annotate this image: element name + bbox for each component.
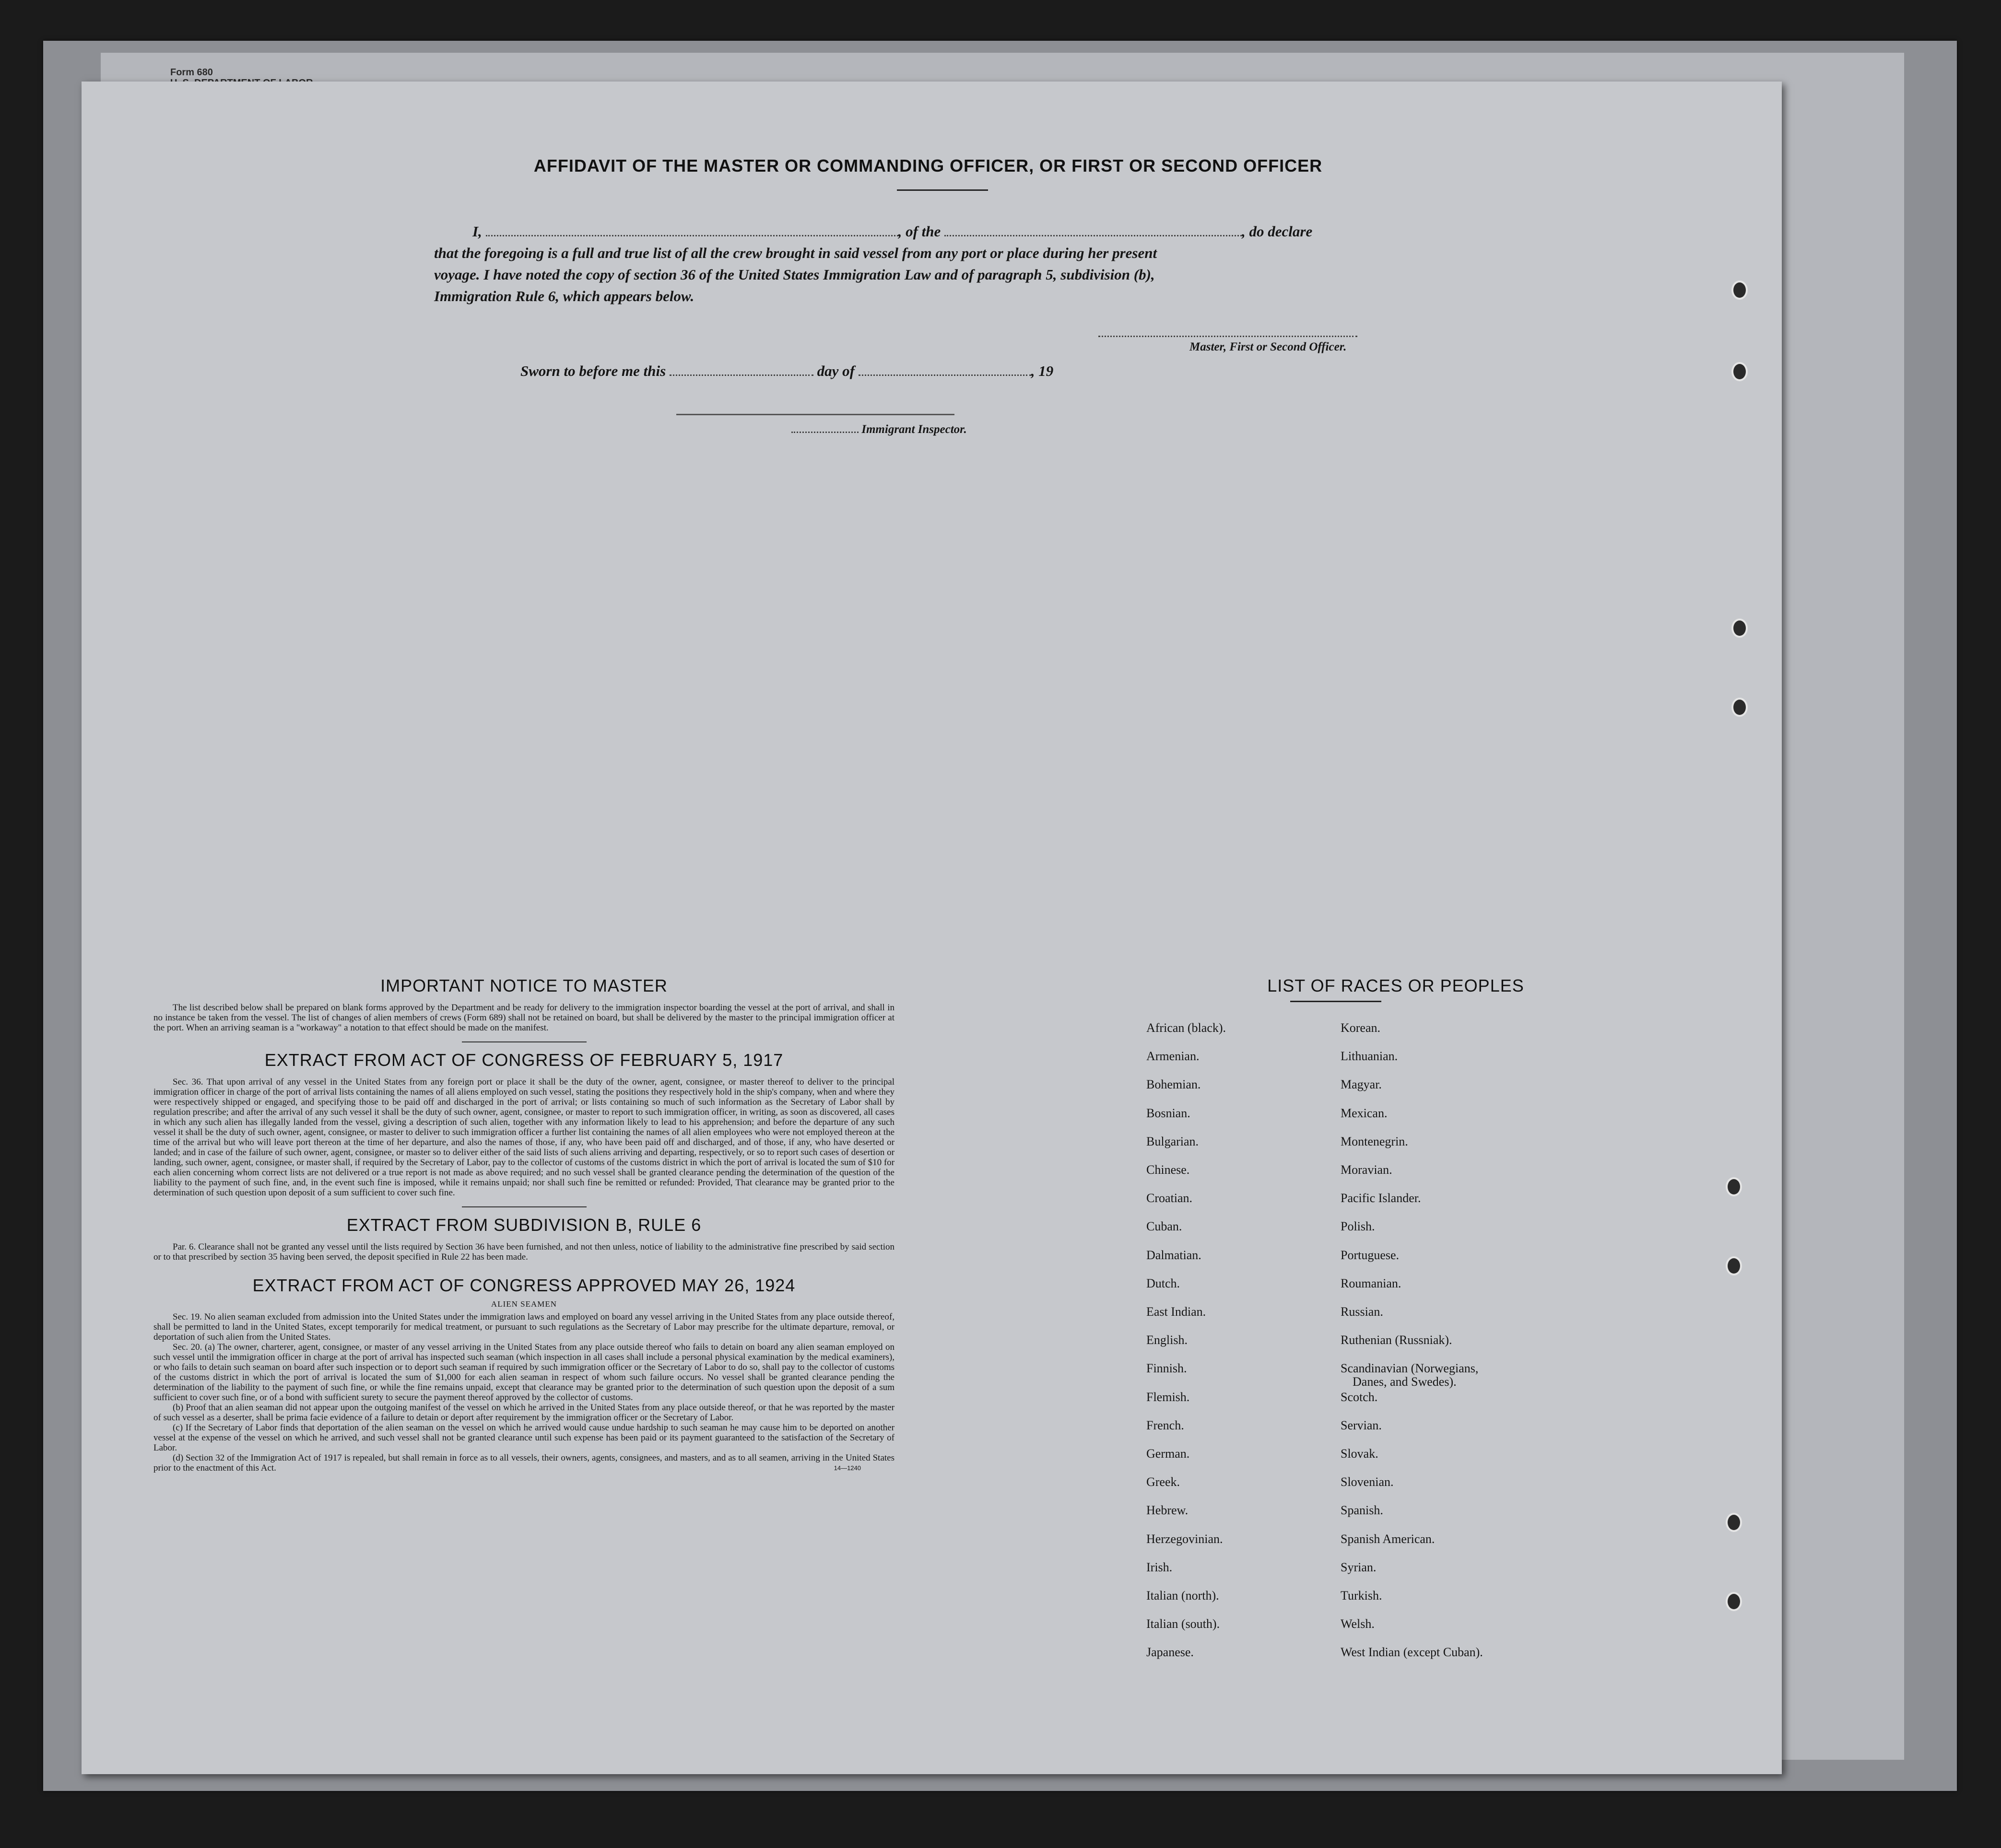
extract-rule6-title: EXTRACT FROM SUBDIVISION B, RULE 6	[346, 1215, 702, 1235]
sec20d-text: (d) Section 32 of the Immigration Act of 1917 is repealed, but shall remain in force as to all vessels, their owners, agents, consignees, and masters, and as to all seamen, arriving in the United States prior to the enactment of this Act.	[153, 1453, 895, 1473]
sec20b-text: (b) Proof that an alien seaman did not appear upon the outgoing manifest of the vessel on which he arrived in the United States from any place outside thereof, or that he was reported by the master of such vessel as a deserter, shall be prima facie evidence of a failure to detain or deport after requirement by the immigration officer or the Secretary of Labor.	[153, 1403, 895, 1423]
binder-hole	[1726, 1513, 1742, 1532]
notice-body: The list described below shall be prepared on blank forms approved by the Department and be ready for delivery to the immigration inspector boarding the vessel at the port of arrival, and shall in no instance be taken from the vessel. The list of changes of alien members of crews (Form 689) shall not be retained on board, but shall be delivered by the master to the principal immigration officer at the port. When an arriving seaman is a "workaway" a notation to that effect should be made on the manifest.	[153, 1003, 895, 1033]
race-item: Slovak.	[1341, 1447, 1378, 1461]
race-item: Irish.	[1146, 1560, 1173, 1574]
race-item: English.	[1146, 1333, 1188, 1347]
sec20a-text: Sec. 20. (a) The owner, charterer, agent, consignee, or master of any vessel arriving in the United States from any place outside thereof who fails to detain on board any alien seaman employed on such vessel until the immigration officer in charge at the port of arrival has inspected such seaman (which inspection in all cases shall include a personal physical examination by the medical examiners), or who fails to detain such seaman on board after such inspection or to deport such seaman if required by such immigration officer or the Secretary of Labor to do so, shall pay to the collector of customs of the customs district in which the port of arrival is located the sum of $1,000 for each alien seaman in respect of whom such failure occurs. No vessel shall be granted clearance pending the determination of the liability to the payment of such fine, or while the fine remains unpaid, except that clearance may be granted prior to the determination of such question upon the deposit of a sum sufficient to cover such fine, or of a bond with sufficient surety to secure the payment thereof approved by the collector of customs.	[153, 1342, 895, 1403]
declaration-text-line: Immigration Rule 6, which appears below.	[434, 288, 694, 304]
extract-1917-title: EXTRACT FROM ACT OF CONGRESS OF FEBRUARY 5, 1917	[264, 1050, 784, 1070]
race-item: Bulgarian.	[1146, 1134, 1199, 1148]
inspector-label	[791, 423, 967, 436]
form-code: 14—1240	[834, 1464, 861, 1472]
declaration-text-line: that the foregoing is a full and true list of all the crew brought in said vessel from any port or place during her present	[434, 245, 1157, 261]
binder-hole	[1731, 281, 1748, 300]
sworn-line	[520, 362, 1053, 380]
binder-hole	[1731, 619, 1748, 638]
declare-text: , do declare	[1242, 223, 1313, 240]
race-item: Russian.	[1341, 1305, 1383, 1319]
race-item: Magyar.	[1341, 1077, 1382, 1092]
race-item: Lithuanian.	[1341, 1049, 1398, 1064]
race-item: Montenegrin.	[1341, 1134, 1408, 1148]
binder-hole	[1726, 1256, 1742, 1275]
declaration-text-line: voyage. I have noted the copy of section 36 of the United States Immigration Law and of paragraph 5, subdivision (b),	[434, 266, 1155, 283]
races-divider	[1290, 1001, 1381, 1002]
master-name-field[interactable]	[486, 222, 898, 236]
sworn-day-of: day of	[817, 363, 855, 379]
notice-column	[153, 976, 895, 1472]
sec20c-text: (c) If the Secretary of Labor finds that deportation of the alien seaman on the vessel on which he arrived would cause undue hardship to such seaman he may cause him to be deported on another vessel at the expense of the vessel on which he arrived, and such vessel shall not be granted clearance until such expense has been paid or its payment guaranteed to the satisfaction of the Secretary of Labor.	[153, 1423, 895, 1453]
inspector-signature-field[interactable]	[676, 414, 954, 415]
extract-1924-title: EXTRACT FROM ACT OF CONGRESS APPROVED MAY 26, 1924	[252, 1275, 796, 1295]
race-item: Turkish.	[1341, 1589, 1382, 1602]
race-item: Croatian.	[1146, 1191, 1193, 1205]
race-item: East Indian.	[1146, 1305, 1206, 1319]
race-item: Korean.	[1341, 1021, 1381, 1035]
binder-hole	[1731, 362, 1748, 381]
race-item: Servian.	[1341, 1418, 1382, 1432]
declaration-prefix: I,	[472, 223, 482, 240]
race-item: Italian (south).	[1146, 1617, 1220, 1631]
race-item: Spanish.	[1341, 1503, 1383, 1518]
sworn-day-field[interactable]	[670, 362, 813, 376]
sworn-month-field[interactable]	[859, 362, 1031, 376]
sworn-year-prefix: , 19	[1031, 363, 1054, 379]
inspector-dots	[791, 423, 859, 433]
alien-seamen-subtitle: ALIEN SEAMEN	[491, 1299, 557, 1309]
race-item: Hebrew.	[1146, 1503, 1189, 1518]
race-item: Finnish.	[1146, 1361, 1187, 1376]
race-item: Danes, and Swedes).	[1353, 1375, 1457, 1389]
race-item: Welsh.	[1341, 1617, 1375, 1631]
race-item: Cuban.	[1146, 1219, 1182, 1234]
affidavit-statement	[434, 221, 1501, 307]
race-item: Bohemian.	[1146, 1077, 1201, 1092]
form-number-label: Form 680	[170, 67, 213, 78]
master-signature-field[interactable]	[1098, 336, 1357, 337]
title-divider	[897, 189, 988, 191]
race-item: Scotch.	[1341, 1390, 1378, 1404]
sworn-prefix: Sworn to before me this	[520, 363, 666, 379]
race-item: French.	[1146, 1418, 1184, 1432]
affidavit-page	[82, 82, 1782, 1774]
race-item: Greek.	[1146, 1475, 1180, 1489]
race-item: Dutch.	[1146, 1276, 1180, 1290]
notice-title: IMPORTANT NOTICE TO MASTER	[380, 976, 668, 995]
race-item: Bosnian.	[1146, 1106, 1190, 1120]
declaration-line	[472, 221, 1501, 242]
race-item: Roumanian.	[1341, 1276, 1401, 1290]
race-item: Japanese.	[1146, 1645, 1194, 1660]
race-item: Scandinavian (Norwegians,	[1341, 1361, 1479, 1376]
binder-hole	[1726, 1592, 1742, 1611]
race-item: Dalmatian.	[1146, 1248, 1201, 1262]
inspector-label-text: Immigrant Inspector.	[861, 423, 967, 436]
race-item: Spanish American.	[1341, 1532, 1435, 1546]
race-item: Ruthenian (Russniak).	[1341, 1333, 1452, 1347]
race-item: Polish.	[1341, 1219, 1375, 1234]
vessel-name-field[interactable]	[944, 222, 1242, 236]
extract-rule6-body: Par. 6. Clearance shall not be granted any vessel until the lists required by Section 36 have been furnished, and not then unless, notice of liability to the administrative fine prescribed by said section or to that prescribed by section 35 having been served, the deposit specified in Rule 22 has been made.	[153, 1242, 895, 1262]
binder-hole	[1731, 698, 1748, 717]
races-title: LIST OF RACES OR PEOPLES	[1267, 976, 1524, 995]
affidavit-title: AFFIDAVIT OF THE MASTER OR COMMANDING OFFICER, OR FIRST OR SECOND OFFICER	[533, 156, 1323, 175]
race-item: African (black).	[1146, 1021, 1226, 1035]
race-item: Italian (north).	[1146, 1589, 1219, 1602]
race-item: Pacific Islander.	[1341, 1191, 1421, 1205]
sec19-text: Sec. 19. No alien seaman excluded from admission into the United States under the immigration laws and employed on board any vessel arriving in the United States from any place outside thereof, shall be permitted to land in the United States, except temporarily for medical treatment, or pursuant to such regulations as the Secretary of Labor may prescribe for the ultimate departure, removal, or deportation of such alien from the United States.	[153, 1312, 895, 1342]
race-item: Flemish.	[1146, 1390, 1190, 1404]
race-item: Chinese.	[1146, 1163, 1190, 1177]
binder-hole	[1726, 1177, 1742, 1196]
race-item: Herzegovinian.	[1146, 1532, 1223, 1546]
race-item: Mexican.	[1341, 1106, 1388, 1120]
section-divider	[462, 1041, 587, 1042]
race-item: Slovenian.	[1341, 1475, 1394, 1489]
race-item: Syrian.	[1341, 1560, 1377, 1574]
race-item: West Indian (except Cuban).	[1341, 1645, 1483, 1660]
race-item: German.	[1146, 1447, 1190, 1461]
race-item: Moravian.	[1341, 1163, 1392, 1177]
extract-1917-body: Sec. 36. That upon arrival of any vessel in the United States from any foreign port or place it shall be the duty of the owner, agent, consignee, or master thereof to deliver to the principal immigration officer in charge of the port of arrival lists containing the names of all aliens employed on such vessel, stating the positions they respectively hold in the ship's company, when and where they were respectively shipped or engaged, and specifying those to be paid off and discharged in the port of arrival; or lists containing so much of such information as the Secretary of Labor shall by regulation prescribe; and after the arrival of any such vessel it shall be the duty of such owner, agent, consignee, or master to report to such immigration officer, in writing, as soon as discovered, all cases in which any such alien has illegally landed from the vessel, giving a description of such alien, together with any information likely to lead to his apprehension; and before the departure of any such vessel it shall be the duty of such owner, agent, consignee, or master to deliver to such immigration officer a further list containing the names of all alien employees who were not employed thereon at the time of the arrival but who will leave port thereon at the time of her departure, and also the names of those, if any, who have been paid off and discharged, and of those, if any, who have deserted or landed; and in case of the failure of such owner, agent, consignee, or master so to deliver either of the said lists of such aliens arriving and departing, respectively, or so to report such cases of desertion or landing, such owner, agent, consignee, or master shall, if required by the Secretary of Labor, pay to the collector of customs of the customs district in which the port of arrival is located the sum of $10 for each alien concerning whom correct lists are not delivered or a true report is not made as above required; and no such vessel shall be granted clearance pending the determination of the question of the liability to the payment of such fine, and, in the event such fine is imposed, while it remains unpaid; nor shall such fine be remitted or refunded: Provided, That clearance may be granted prior to the determination of such question upon deposit of a sum sufficient to cover such fine.	[153, 1077, 895, 1198]
vessel-prefix: , of the	[898, 223, 941, 240]
section-divider	[462, 1206, 587, 1207]
race-item: Portuguese.	[1341, 1248, 1400, 1262]
master-signature-label: Master, First or Second Officer.	[1189, 340, 1347, 353]
race-item: Armenian.	[1146, 1049, 1200, 1064]
